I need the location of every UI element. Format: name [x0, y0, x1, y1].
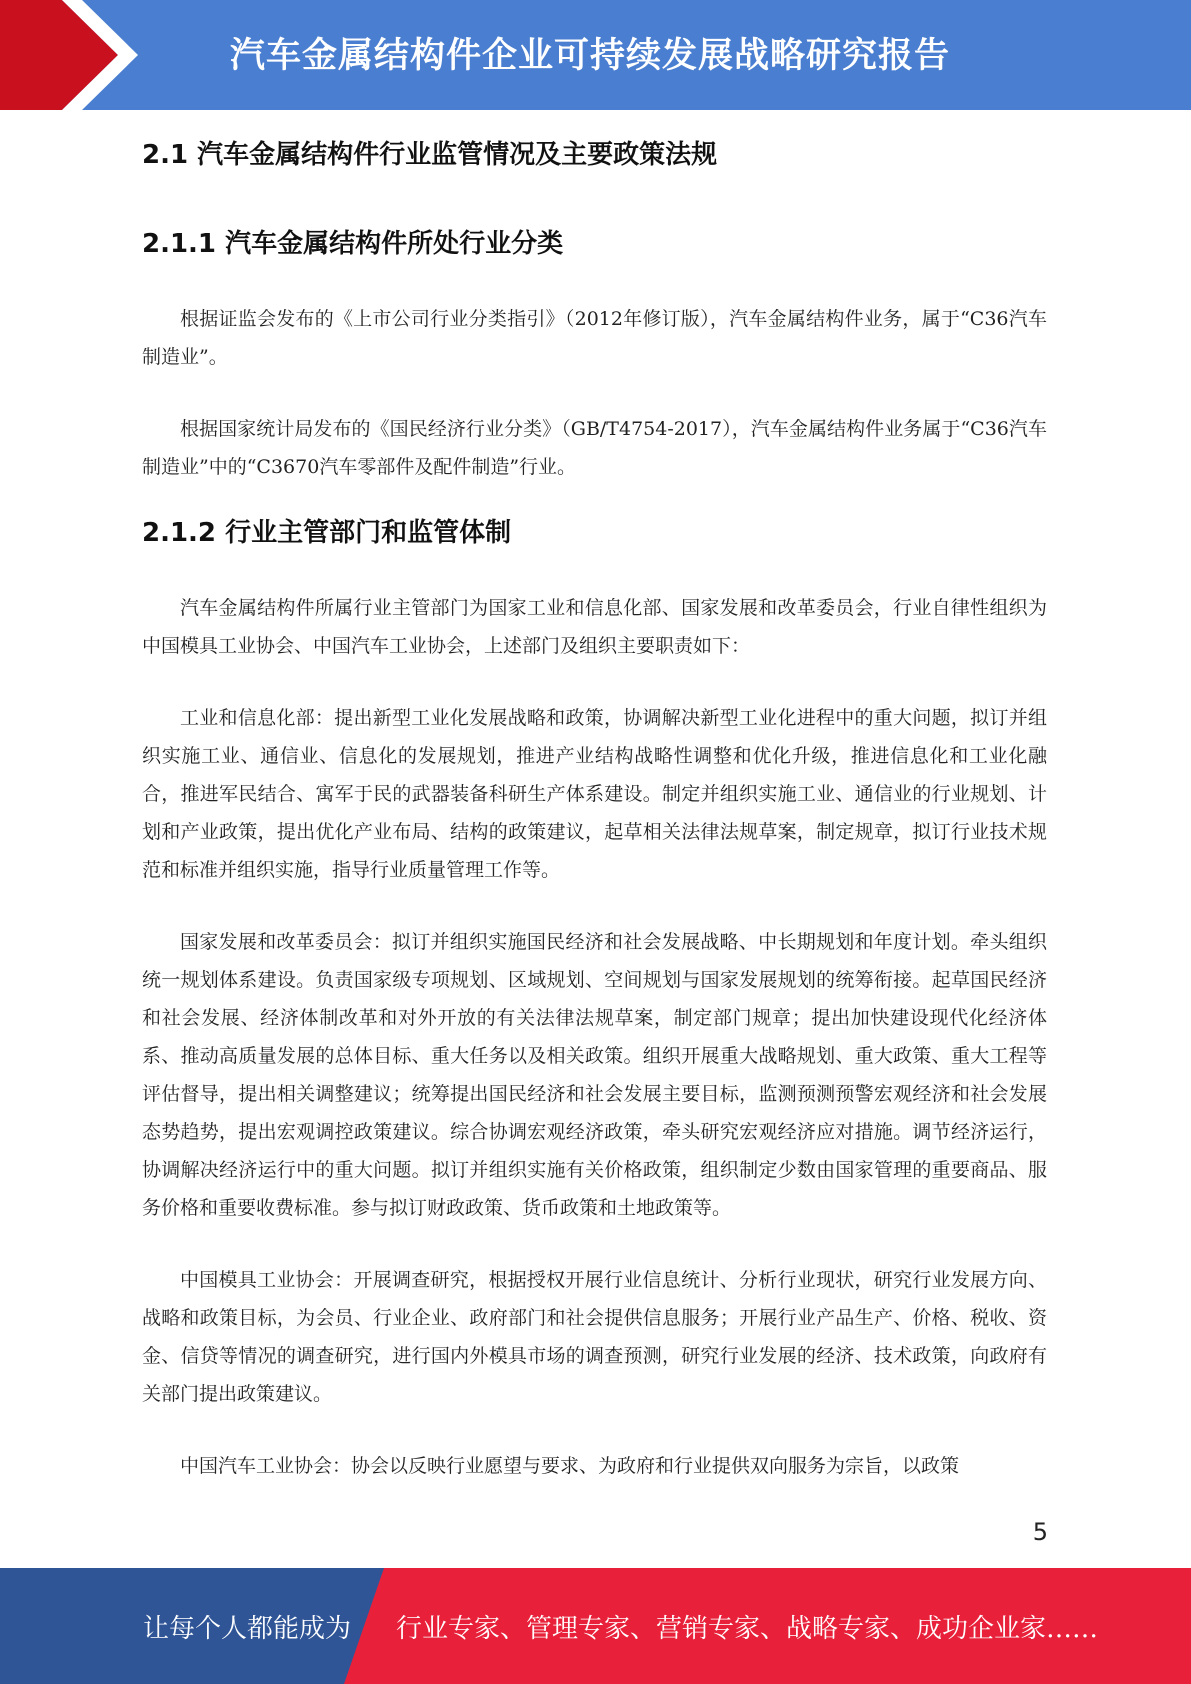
section-heading-2-1-1: 2.1.1 汽车金属结构件所处行业分类 [142, 229, 564, 259]
header-banner [0, 0, 1191, 110]
paragraph: 根据证监会发布的《上市公司行业分类指引》（2012年修订版），汽车金属结构件业务，属于“C36汽车制造业”。 [142, 308, 1047, 368]
paragraph: 工业和信息化部：提出新型工业化发展战略和政策，协调解决新型工业化进程中的重大问题，拟订并组织实施工业、通信业、信息化的发展规划，推进产业结构战略性调整和优化升级，推进信息化和工业化融合，推进军民结合、寓军于民的武器装备科研生产体系建设。制定并组织实施工业、通信业的行业规划、计划和产业政策，提出优化产业布局、结构的政策建议，起草相关法律法规草案，制定规章，拟订行业技术规范和标准并组织实施，指导行业质量管理工作等。 [142, 707, 1047, 881]
paragraph: 国家发展和改革委员会：拟订并组织实施国民经济和社会发展战略、中长期规划和年度计划。牵头组织统一规划体系建设。负责国家级专项规划、区域规划、空间规划与国家发展规划的统筹衔接。起草国民经济和社会发展、经济体制改革和对外开放的有关法律法规草案，制定部门规章；提出加快建设现代化经济体系、推动高质量发展的总体目标、重大任务以及相关政策。组织开展重大战略规划、重大政策、重大工程等评估督导，提出相关调整建议；统筹提出国民经济和社会发展主要目标，监测预测预警宏观经济和社会发展态势趋势，提出宏观调控政策建议。综合协调宏观经济政策，牵头研究宏观经济应对措施。调节经济运行，协调解决经济运行中的重大问题。拟订并组织实施有关价格政策，组织制定少数由国家管理的重要商品、服务价格和重要收费标准。参与拟订财政政策、货币政策和土地政策等。 [142, 931, 1047, 1219]
paragraph: 根据国家统计局发布的《国民经济行业分类》（GB/T4754-2017），汽车金属结构件业务属于“C36汽车制造业”中的“C3670汽车零部件及配件制造”行业。 [142, 418, 1047, 478]
paragraph: 中国模具工业协会：开展调查研究，根据授权开展行业信息统计、分析行业现状，研究行业发展方向、战略和政策目标，为会员、行业企业、政府部门和社会提供信息服务；开展行业产品生产、价格、税收、资金、信贷等情况的调查研究，进行国内外模具市场的调查预测，研究行业发展的经济、技术政策，向政府有关部门提出政策建议。 [142, 1269, 1047, 1405]
footer-banner [0, 1568, 1191, 1684]
paragraph: 汽车金属结构件所属行业主管部门为国家工业和信息化部、国家发展和改革委员会，行业自律性组织为中国模具工业协会、中国汽车工业协会，上述部门及组织主要职责如下： [142, 597, 1047, 657]
section-heading-2-1-2: 2.1.2 行业主管部门和监管体制 [142, 518, 512, 548]
page-number: 5 [1032, 1518, 1048, 1546]
main-content [142, 128, 1047, 1485]
chevron-arrow-icon [0, 0, 160, 110]
section-heading-2-1: 2.1 汽车金属结构件行业监管情况及主要政策法规 [142, 140, 718, 170]
report-title: 汽车金属结构件企业可持续发展战略研究报告 [230, 36, 951, 76]
paragraph: 中国汽车工业协会：协会以反映行业愿望与要求、为政府和行业提供双向服务为宗旨，以政策 [180, 1455, 960, 1477]
footer-slogan-left: 让每个人都能成为 [143, 1614, 352, 1644]
footer-slogan-right: 行业专家、管理专家、营销专家、战略专家、成功企业家…… [396, 1614, 1099, 1644]
